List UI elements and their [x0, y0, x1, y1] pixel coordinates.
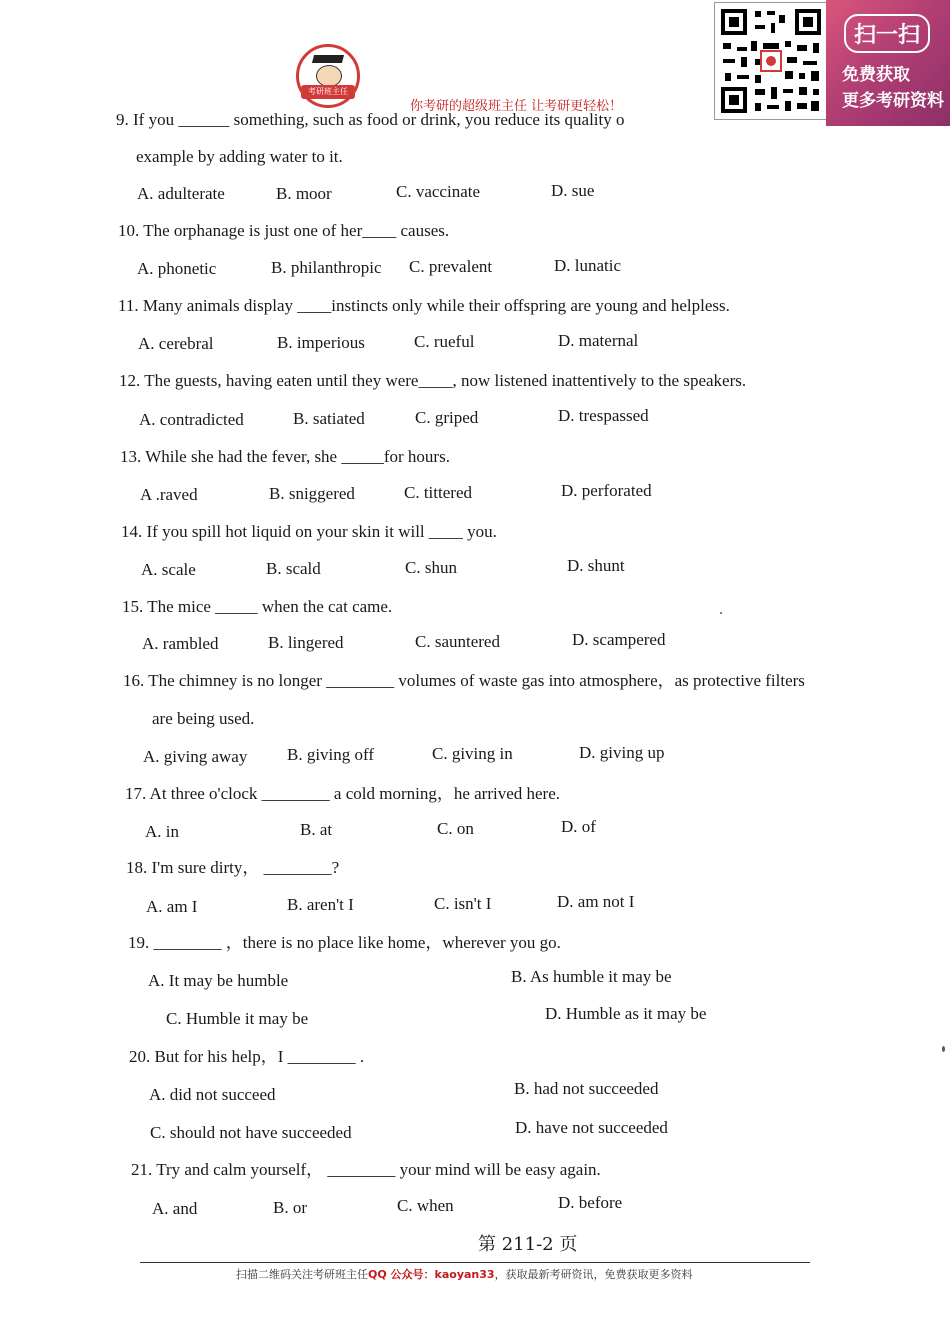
option: A. contradicted [139, 410, 244, 429]
option: D. perforated [561, 481, 652, 500]
promo-scan-text: 扫一扫 [844, 14, 930, 53]
option: B. giving off [287, 745, 375, 764]
option: B. or [273, 1198, 307, 1217]
option: A. scale [141, 560, 196, 579]
option: A .raved [140, 485, 198, 504]
option: D. sue [551, 181, 595, 200]
question-stem: 19. ________ ，there is no place like home，wherever you go. [128, 933, 561, 952]
option: C. Humble it may be [166, 1009, 309, 1028]
option: C. giving in [432, 744, 513, 763]
promo-badge [826, 0, 950, 126]
question-stem: 11. Many animals display ____instincts only while their offspring are young and helpless. [118, 296, 730, 315]
promo-line-1: 免费获取 [842, 65, 910, 85]
option: A. adulterate [137, 184, 225, 203]
option: A. did not succeed [149, 1085, 276, 1104]
option: B. moor [276, 184, 332, 203]
option: D. shunt [567, 556, 625, 575]
question-stem: 12. The guests, having eaten until they were____, now listened inattentively to the speakers. [119, 371, 747, 390]
footer-pre: 扫描二维码关注考研班主任 [236, 1268, 368, 1281]
footer-post: ，获取最新考研资讯，免费获取更多资料 [494, 1268, 693, 1281]
option: C. griped [415, 408, 479, 427]
option: B. philanthropic [271, 258, 382, 277]
option: B. lingered [268, 633, 344, 652]
option: D. am not I [557, 892, 635, 911]
question-stem: 10. The orphanage is just one of her____ causes. [118, 221, 450, 240]
question-stem: 9. If you ______ something, such as food or drink, you reduce its quality o [116, 110, 625, 129]
option: C. tittered [404, 483, 472, 502]
option: B. had not succeeded [514, 1079, 659, 1098]
option: D. before [558, 1193, 623, 1212]
footer-divider [140, 1262, 810, 1263]
scan-speck [720, 612, 722, 614]
question-stem: 14. If you spill hot liquid on your skin it will ____ you. [121, 522, 497, 541]
option: D. trespassed [558, 406, 649, 425]
option: D. of [561, 817, 596, 836]
face-icon [316, 65, 342, 87]
footer-qq: QQ 公众号：kaoyan33 [368, 1268, 495, 1281]
graduation-cap-icon [312, 55, 344, 63]
option: A. in [145, 822, 179, 841]
option: C. when [397, 1196, 454, 1215]
page-number: 第 211-2 页 [478, 1234, 578, 1255]
option: C. on [437, 819, 474, 838]
option: B. imperious [277, 333, 365, 352]
option: A. and [152, 1199, 198, 1218]
option: C. vaccinate [396, 182, 481, 201]
option: D. giving up [579, 743, 665, 762]
option: D. Humble as it may be [545, 1004, 707, 1023]
option: C. sauntered [415, 632, 500, 651]
option: D. maternal [558, 331, 639, 350]
question-stem: 20. But for his help，I ________ . [129, 1047, 365, 1066]
question-stem-continuation: example by adding water to it. [136, 147, 343, 166]
question-stem: 16. The chimney is no longer ________ volumes of waste gas into atmosphere，as protective filters [123, 671, 805, 690]
option: A. giving away [143, 747, 248, 766]
option: A. am I [146, 897, 198, 916]
logo-text: 考研班主任 [301, 85, 355, 99]
option: C. isn't I [434, 894, 492, 913]
option: B. As humble it may be [511, 967, 672, 986]
scan-speck [942, 1046, 945, 1052]
option: C. should not have succeeded [150, 1123, 352, 1142]
option: A. cerebral [138, 334, 214, 353]
question-stem: 17. At three o'clock ________ a cold morning，he arrived here. [125, 784, 561, 803]
option: C. shun [405, 558, 457, 577]
option: A. phonetic [137, 259, 217, 278]
option: B. sniggered [269, 484, 355, 503]
question-stem: 21. Try and calm yourself， ________ your mind will be easy again. [131, 1160, 601, 1179]
promo-line-2: 更多考研资料 [842, 91, 944, 111]
footer-text [236, 1266, 693, 1282]
option: B. at [300, 820, 333, 839]
question-stem: 18. I'm sure dirty， ________? [126, 858, 340, 877]
option: D. lunatic [554, 256, 622, 275]
slogan: 你考研的超级班主任 让考研更轻松！ [410, 99, 623, 114]
option: D. scampered [572, 630, 666, 649]
option: C. prevalent [409, 257, 493, 276]
option: A. rambled [142, 634, 219, 653]
option: A. It may be humble [148, 971, 289, 990]
question-stem: 15. The mice _____ when the cat came. [122, 597, 393, 616]
option: B. scald [266, 559, 321, 578]
option: C. rueful [414, 332, 475, 351]
brand-logo [296, 44, 360, 108]
question-stem-continuation: are being used. [152, 709, 255, 728]
option: B. aren't I [287, 895, 354, 914]
question-stem: 13. While she had the fever, she _____for hours. [120, 447, 450, 466]
qr-code-icon [714, 2, 828, 120]
option: B. satiated [293, 409, 365, 428]
option: D. have not succeeded [515, 1118, 668, 1137]
